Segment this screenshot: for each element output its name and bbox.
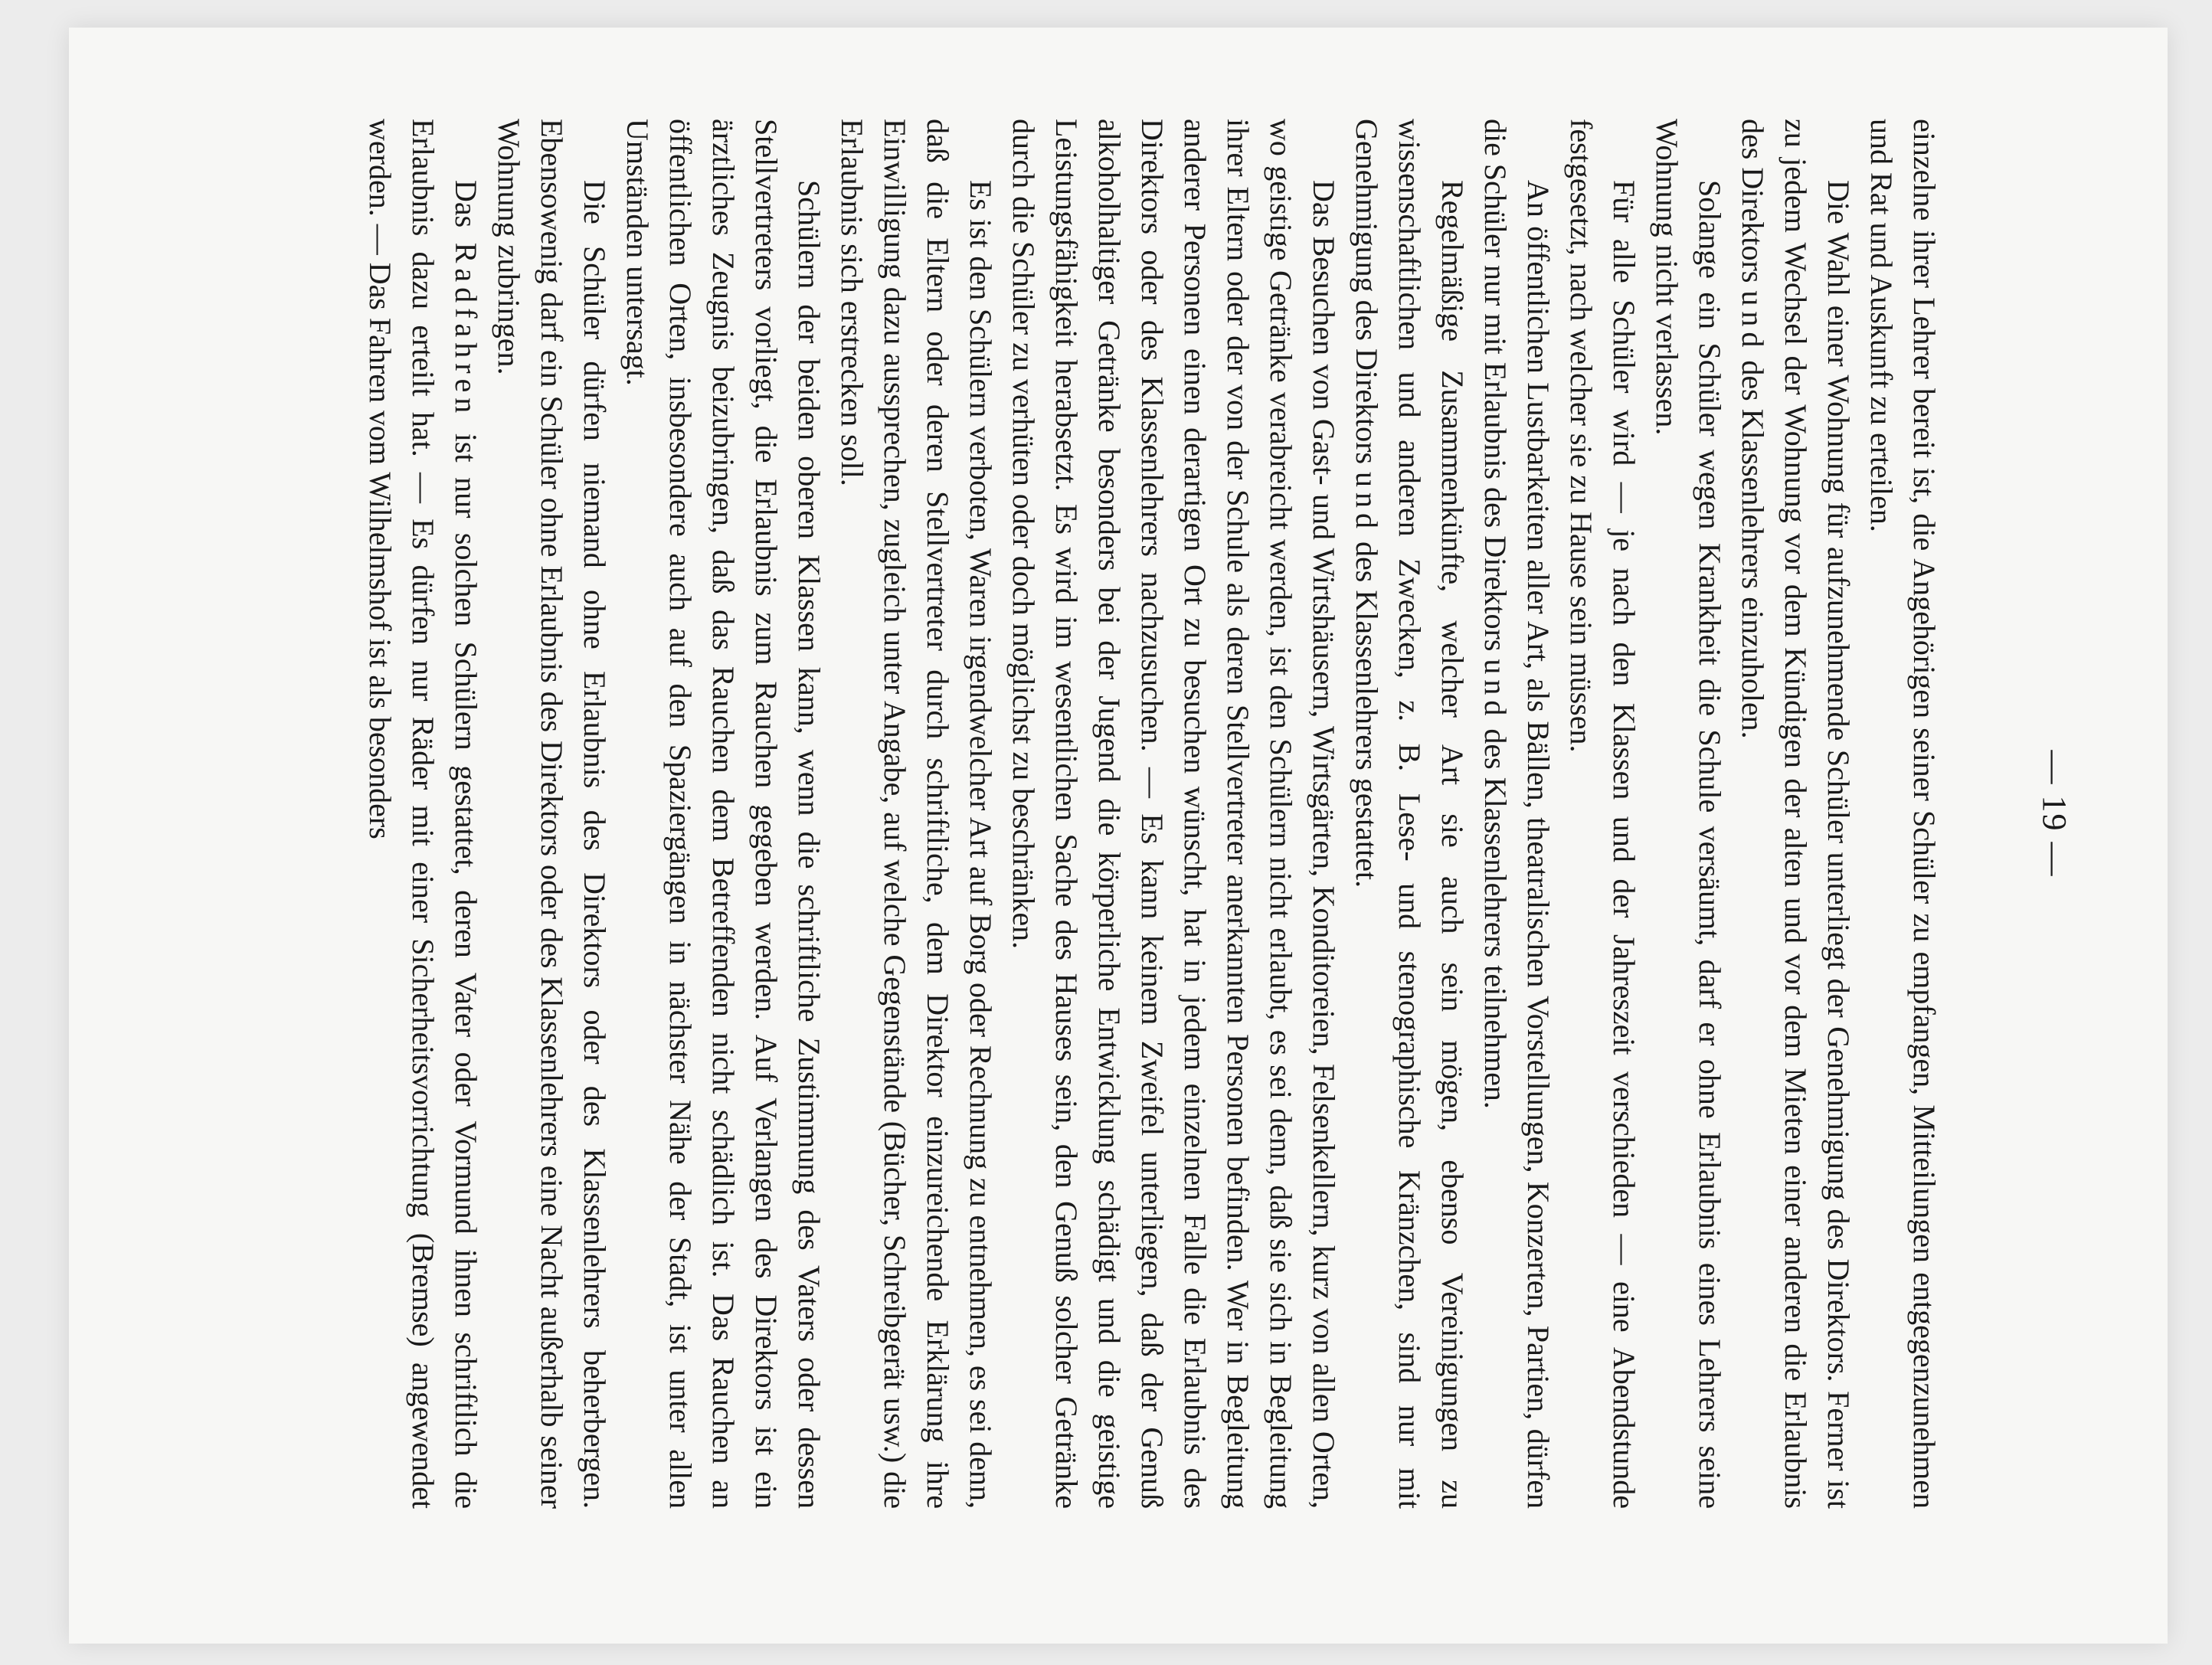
paragraph <box>1731 119 1860 1509</box>
body-text <box>358 119 1945 1509</box>
paragraph <box>1645 119 1731 1509</box>
paragraph <box>1002 119 1345 1509</box>
text-run: Schülern der beiden oberen Klassen kann, wenn die schriftliche Zustimmung des Vaters oder dessen Stellvertreters vorliegt, die Erlaubnis zum Rauchen gegeben werden. Auf Verlangen des Direktors ist ein ärztliches Zeugnis beizubringen, daß das Rauchen dem Betreffenden nicht schädlich ist. Das Rauchen an öffentlichen Orten, insbesondere auch auf den Spaziergängen in nächster Nähe der Stadt, ist unter allen Umständen untersagt. <box>620 119 826 1509</box>
paragraph <box>616 119 830 1509</box>
text-run: Die Wahl einer Wohnung für aufzunehmende Schüler unterliegt der Genehmigung des Direktors. Ferner ist zu jedem Wechsel der Wohnung vor dem Kündigen der alten und vor dem Mieten einer anderen die Erlaubnis des Direktors <box>1736 119 1856 1509</box>
text-run: Regelmäßige Zusammenkünfte, welcher Art sie auch sein mögen, ebenso Vereinigungen zu wissenschaftlichen und anderen Zwecken, z. B. Lese- und stenographische Kränzchen, sind nur mit Genehmigung des Direktors <box>1350 119 1470 1509</box>
text-run: An öffentlichen Lustbarkeiten aller Art, als Bällen, theatralischen Vorstellungen, Konzerten, Partien, dürfen die Schüler nur mit Erlaubnis des Direktors <box>1478 119 1556 1509</box>
text-run: des Klassenlehrers einzuholen. <box>1736 352 1770 739</box>
text-run: Es ist den Schülern verboten, Waren irgendwelcher Art auf Borg oder Rechnung zu entnehmen, es sei denn, daß die Eltern oder deren Stellvertreter durch schriftliche, dem Direktor einzureichende Erklärung ihre Einwilligung dazu aussprechen, zugleich unter Angabe, auf welche Gegenstände (Bücher, Schreibgerät usw.) die Erlaubnis sich erstrecken soll. <box>835 119 998 1509</box>
text-run: einzelne ihrer Lehrer bereit ist, die Angehörigen seiner Schüler zu empfangen, Mitteilungen entgegenzunehmen und Rat und Auskunft zu erteilen. <box>1864 119 1942 1509</box>
text-run: Das <box>449 180 483 243</box>
text-run: Die Schüler dürfen niemand ohne Erlaubnis des Direktors oder des Klassenlehrers beherbergen. Ebensowenig darf ein Schüler ohne Erlaubnis des Direktors oder des Klassenlehrers eine Nacht außerhalb seiner Wohnung zubringen. <box>492 119 612 1509</box>
text-run: ist nur solchen Schülern gestattet, deren Vater oder Vormund ihnen schriftlich die Erlaubnis dazu erteilt hat. — Es dürfen nur Räder mit einer Sicherheitsvorrichtung (Bremse) angewendet werden. — Das Fahren vom Wilhelmshof ist als besonders <box>363 119 483 1509</box>
paragraph <box>1474 119 1559 1509</box>
emphasized-text: und <box>1478 659 1513 721</box>
paragraph <box>1860 119 1945 1509</box>
emphasized-text: und <box>1736 290 1770 353</box>
paragraph <box>487 119 616 1509</box>
rotated-text-page <box>268 119 2076 1509</box>
emphasized-text: Radfahren <box>449 242 483 419</box>
paragraph <box>1559 119 1645 1509</box>
paragraph <box>830 119 1002 1509</box>
paragraph <box>358 119 487 1509</box>
paragraph <box>1345 119 1474 1509</box>
text-run: Solange ein Schüler wegen Krankheit die Schule versäumt, darf er ohne Erlaubnis eines Lehrers seine Wohnung nicht verlassen. <box>1650 119 1727 1509</box>
page-number: — 19 — <box>2036 750 2073 878</box>
text-run: des Klassenlehrers gestattet. <box>1350 534 1384 888</box>
text-run: des Klassenlehrers teilnehmen. <box>1478 721 1513 1109</box>
text-run: Für alle Schüler wird — je nach den Klassen und der Jahreszeit verschieden — eine Abendstunde festgesetzt, nach welcher sie zu Hause sein müssen. <box>1564 119 1641 1509</box>
emphasized-text: und <box>1350 472 1384 535</box>
text-run: Das Besuchen von Gast- und Wirtshäusern, Wirtsgärten, Konditoreien, Felsenkellern, kurz von allen Orten, wo geistige Getränke verabreicht werden, ist den Schülern nicht erlaubt, es sei denn, daß sie sich in Begleitung ihrer Eltern oder der von der Schule als deren Stellvertreter anerkannten Personen befinden. Wer in Begleitung anderer Personen einen derartigen Ort zu besuchen wünscht, hat in jedem einzelnen Falle die Erlaubnis des Direktors oder des Klassenlehrers nachzusuchen. — Es kann keinem Zweifel unterliegen, daß der Genuß alkoholhaltiger Getränke besonders bei der Jugend die körperliche Entwicklung schädigt und die geistige Leistungsfähigkeit herabsetzt. Es wird im wesentlichen Sache des Hauses sein, den Genuß solcher Getränke durch die Schüler zu verhüten oder doch möglichst zu beschränken. <box>1006 119 1341 1509</box>
